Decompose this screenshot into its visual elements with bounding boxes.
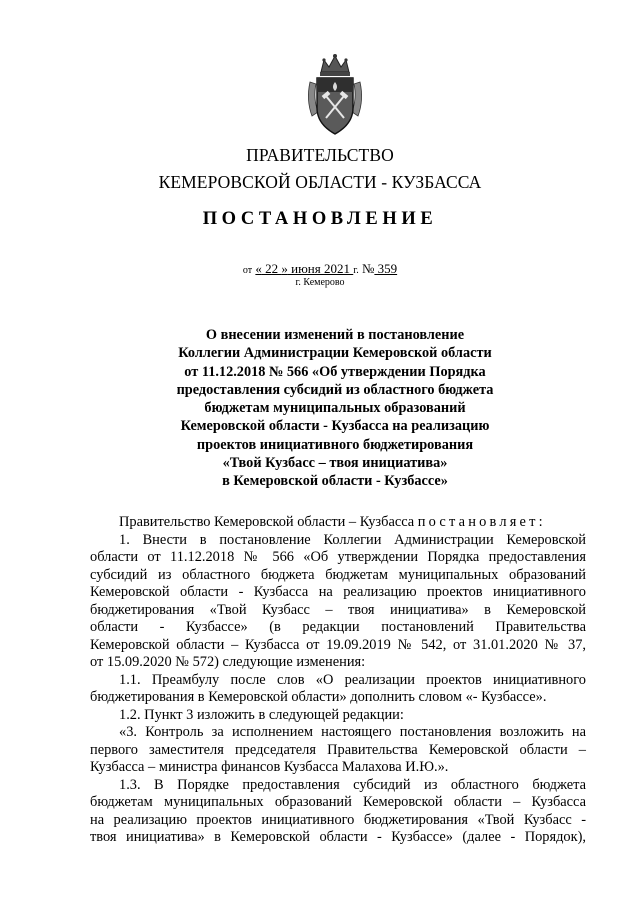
heading-line: в Кемеровской области - Кузбассе» bbox=[222, 473, 448, 490]
heading-line: от 11.12.2018 № 566 «Об утверждении Порядка bbox=[184, 363, 486, 380]
heading-line: «Твой Кузбасс – твоя инициатива» bbox=[222, 455, 448, 472]
date-close-quote: » bbox=[281, 261, 288, 276]
heading-line: О внесении изменений в постановление bbox=[205, 327, 465, 343]
heading-line: бюджетам муниципальных образований bbox=[204, 400, 466, 417]
paragraph-line: твоя инициатива» в Кемеровской области - Кузбассе» (далее - Порядок), bbox=[90, 829, 586, 845]
paragraph-line: первого заместителя председателя Правительства Кемеровской области – bbox=[90, 741, 586, 758]
paragraph-line: Кемеровской области - Кузбасса на реализацию проектов инициативного bbox=[90, 584, 586, 600]
paragraph-line: 1.2. Пункт 3 изложить в следующей редакции: bbox=[119, 706, 404, 723]
date-from-label: от bbox=[242, 265, 253, 276]
date-day bbox=[255, 261, 353, 276]
intro-text: Правительство Кемеровской области – Кузбасса bbox=[119, 514, 418, 530]
paragraph-line: области - Кузбассе» (в редакции постановлений Правительства bbox=[90, 619, 586, 635]
body-intro bbox=[90, 514, 586, 532]
government-name-line2: КЕМЕРОВСКОЙ ОБЛАСТИ - КУЗБАССА bbox=[158, 172, 482, 192]
paragraph-line: бюджетирования в Кемеровской области» дополнить словом «- Кузбассе». bbox=[90, 689, 547, 705]
paragraph-line: 1.3. В Порядке предоставления субсидий из областного бюджета bbox=[119, 776, 586, 793]
date-month-year: июня 2021 bbox=[287, 261, 354, 276]
date-number-line bbox=[0, 261, 640, 277]
document-type-title: ПОСТАНОВЛЕНИЕ bbox=[202, 209, 438, 229]
paragraph-line: Кузбасса – министра финансов Кузбасса Малахова И.Ю.». bbox=[90, 759, 449, 775]
intro-spaced-word: постановляет: bbox=[417, 514, 546, 530]
heading-line: Коллегии Администрации Кемеровской области bbox=[178, 345, 492, 362]
paragraph-line: на реализацию проектов инициативного бюджетирования «Твой Кузбасс - bbox=[90, 811, 586, 828]
paragraph-line: 1.1. Преамбулу после слов «О реализации проектов инициативного bbox=[119, 671, 586, 688]
paragraph-line: 1. Внести в постановление Коллегии Администрации Кемеровской bbox=[119, 531, 586, 548]
paragraph-line: «3. Контроль за исполнением настоящего постановления возложить на bbox=[119, 724, 586, 740]
paragraph-line: бюджетам муниципальных образований Кемеровской области – Кузбасса bbox=[90, 794, 586, 810]
document-body bbox=[90, 514, 586, 847]
heading-line: Кемеровской области - Кузбасса на реализацию bbox=[180, 418, 490, 435]
paragraph-line: от 15.09.2020 № 572) следующие изменения: bbox=[90, 654, 366, 670]
date-day-value: 22 bbox=[261, 261, 282, 276]
paragraph-line: субсидий из областного бюджета бюджетам муниципальных образований bbox=[90, 566, 586, 583]
paragraph-line: бюджетирования «Твой Кузбасс – твоя инициатива» в Кемеровской bbox=[90, 601, 586, 618]
document-number: 359 bbox=[374, 261, 398, 276]
heading-line: проектов инициативного бюджетирования bbox=[196, 436, 474, 453]
paragraph-line: Кемеровской области – Кузбасса от 19.09.2019 № 542, от 31.01.2020 № 37, bbox=[90, 636, 586, 653]
number-sign: № bbox=[361, 261, 375, 276]
date-open-quote: « bbox=[255, 261, 262, 276]
government-name-line1: ПРАВИТЕЛЬСТВО bbox=[246, 145, 394, 165]
kuzbass-coat-of-arms-icon bbox=[304, 52, 366, 140]
heading-line: предоставления субсидий из областного бюджета bbox=[176, 381, 494, 398]
paragraph-line: области от 11.12.2018 № 566 «Об утверждении Порядка предоставления bbox=[90, 549, 586, 565]
city-name: г. Кемерово bbox=[295, 277, 345, 288]
date-year-abbr: г. bbox=[353, 265, 359, 276]
document-heading bbox=[100, 326, 570, 491]
